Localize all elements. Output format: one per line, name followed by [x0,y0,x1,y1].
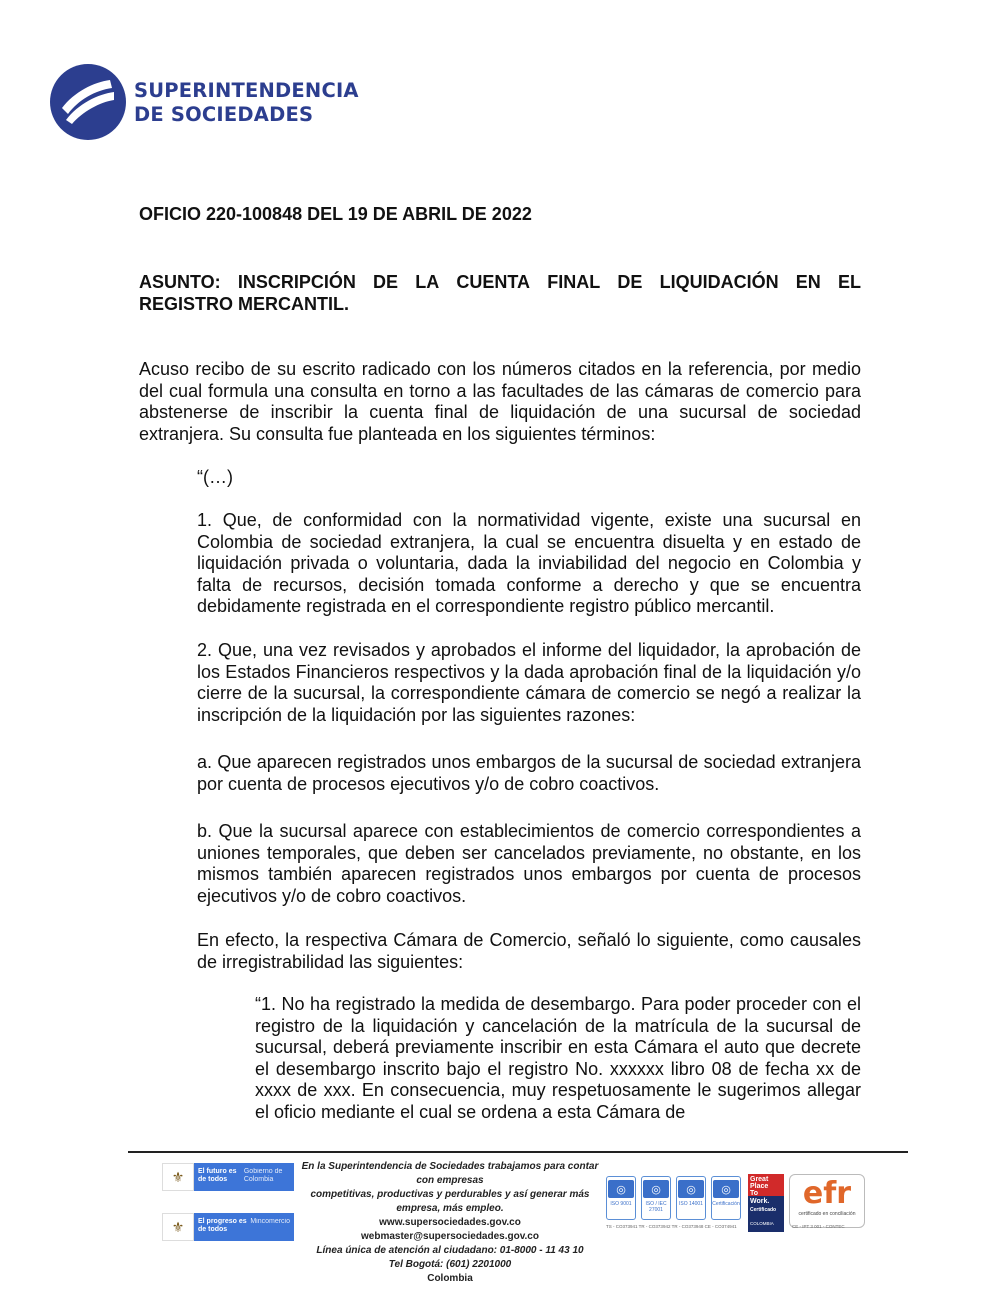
gov-logo-right: Mincomercio [250,1218,290,1225]
paragraph-point-b: b. Que la sucursal aparece con establecimientos de comercio correspondientes a uniones temporales, que deben ser cancelados previamente, no obstante, en los mismos también aparecen registrados unos embargos por cuenta de procesos ejecutivos y/o de cobro coactivos. [197,821,861,906]
subject-word: DE [373,272,399,292]
gov-logo-futuro [162,1163,294,1191]
efr-badge: efr certificado en conciliación [789,1174,865,1228]
efr-logo-icon: efr [802,1176,852,1211]
subject-word: LIQUIDACIÓN [659,272,779,292]
footer-contact [300,1160,600,1286]
efr-code: CE - IPT 3 001 - CONTEC [792,1224,845,1229]
subject-word: LA [415,272,440,292]
subject-line-2: REGISTRO MERCANTIL. [139,294,349,314]
icontec-icon: ◎ [608,1180,634,1198]
document-title: OFICIO 220-100848 DEL 19 DE ABRIL DE 2022 [139,204,532,224]
supersociedades-logo-icon [48,62,128,142]
footer-line2: competitivas, productivas y perdurables y así generar más empresa, más empleo. [310,1189,590,1214]
icontec-badge: ◎ ISO 14001 [676,1176,706,1220]
icontec-icon: ◎ [713,1180,739,1198]
footer-tel: Tel Bogotá: (601) 2201000 [388,1259,512,1270]
subject-word: CUENTA [456,272,531,292]
footer-line1: En la Superintendencia de Sociedades trabajamos para contar con empresas [301,1161,599,1186]
icontec-badge: ◎ ISO 9001 [606,1176,636,1220]
subject-word: EL [837,272,861,292]
certification-badges [606,1176,741,1220]
paragraph-point-1: 1. Que, de conformidad con la normatividad vigente, existe una sucursal en Colombia de sociedad extranjera, la cual se encuentra disuelta y en estado de liquidación privada o voluntaria, dada la inviabilidad del negocio en Colombia y falta de recursos, decisión tomada conforme a derecho y que se encuentra debidamente registrada en el correspondiente registro público mercantil. [197,510,861,617]
footer-linea: Línea única de atención al ciudadano: 01-8000 - 11 43 10 [316,1245,584,1256]
icontec-icon: ◎ [643,1180,669,1198]
logo-wordmark [134,79,359,127]
icontec-badge: ◎ ISO / IEC 27001 [641,1176,671,1220]
paragraph-intro: Acuso recibo de su escrito radicado con los números citados en la referencia, por medio del cual formula una consulta en torno a las facultades de las cámaras de comercio para abstenerse de inscribir la cuenta final de liquidación de una sucursal de sociedad extranjera. Su consulta fue planteada en los siguientes términos: [139,359,861,444]
logo-line1: SUPERINTENDENCIA [134,79,359,102]
paragraph-point-2: 2. Que, una vez revisados y aprobados el informe del liquidador, la aprobación de los Estados Financieros respectivos y la dada aprobación final de la liquidación y/o cierre de la sucursal, la correspondiente cámara de comercio se negó a realizar la inscripción de la liquidación por las siguientes razones: [197,640,861,725]
paragraph-camara: En efecto, la respectiva Cámara de Comercio, señaló lo siguiente, como causales de irregistrabilidad las siguientes: [197,930,861,972]
footer-email: webmaster@supersociedades.gov.co [361,1231,539,1242]
subject-word: INSCRIPCIÓN [237,272,356,292]
header-logo [48,62,388,142]
colombia-seal-icon: ⚜ [162,1163,194,1191]
gov-logo-left: El futuro es de todos [198,1168,237,1183]
footer-web: www.supersociedades.gov.co [379,1217,521,1228]
logo-line2: DE SOCIEDADES [134,103,314,126]
icontec-badge: ◎ Certificación [711,1176,741,1220]
gov-logo-progreso [162,1213,294,1241]
subject-word: EN [795,272,821,292]
subject-word: FINAL [547,272,601,292]
paragraph-point-a: a. Que aparecen registrados unos embargos de la sucursal de sociedad extranjera por cuenta de procesos ejecutivos y/o de cobro coactivos. [197,752,861,794]
gov-logo-right: Gobierno de Colombia [243,1168,283,1183]
footer-country: Colombia [427,1273,473,1284]
paragraph-quote-open: “(…) [197,467,233,487]
cert-codes: TS - CO373941 TR - CO373942 TR - CO373948 CE - CO374941 [606,1224,737,1229]
great-place-to-work-badge: Great Place To Work. Certificado COLOMBIA [748,1174,784,1232]
paragraph-quote-1: “1. No ha registrado la medida de desembargo. Para poder proceder con el registro de la liquidación y cancelación de la matrícula de la sucursal de sucursal, deberá previamente inscribir en esta Cámara el auto que decrete el desembargo inscrito bajo el registro No. xxxxxx libro 08 de fecha xx de xxxx de xxx. En consecuencia, muy respetuosamente le sugerimos allegar el oficio mediante el cual se ordena a esta Cámara de [255,994,861,1122]
subject-line-1 [139,271,861,293]
subject-label: ASUNTO: [139,272,221,292]
subject-word: DE [617,272,643,292]
gov-logo-left: El progreso es de todos [198,1218,247,1233]
colombia-seal-icon: ⚜ [162,1213,194,1241]
document-subject [139,271,861,315]
footer-divider [128,1151,908,1153]
icontec-icon: ◎ [678,1180,704,1198]
